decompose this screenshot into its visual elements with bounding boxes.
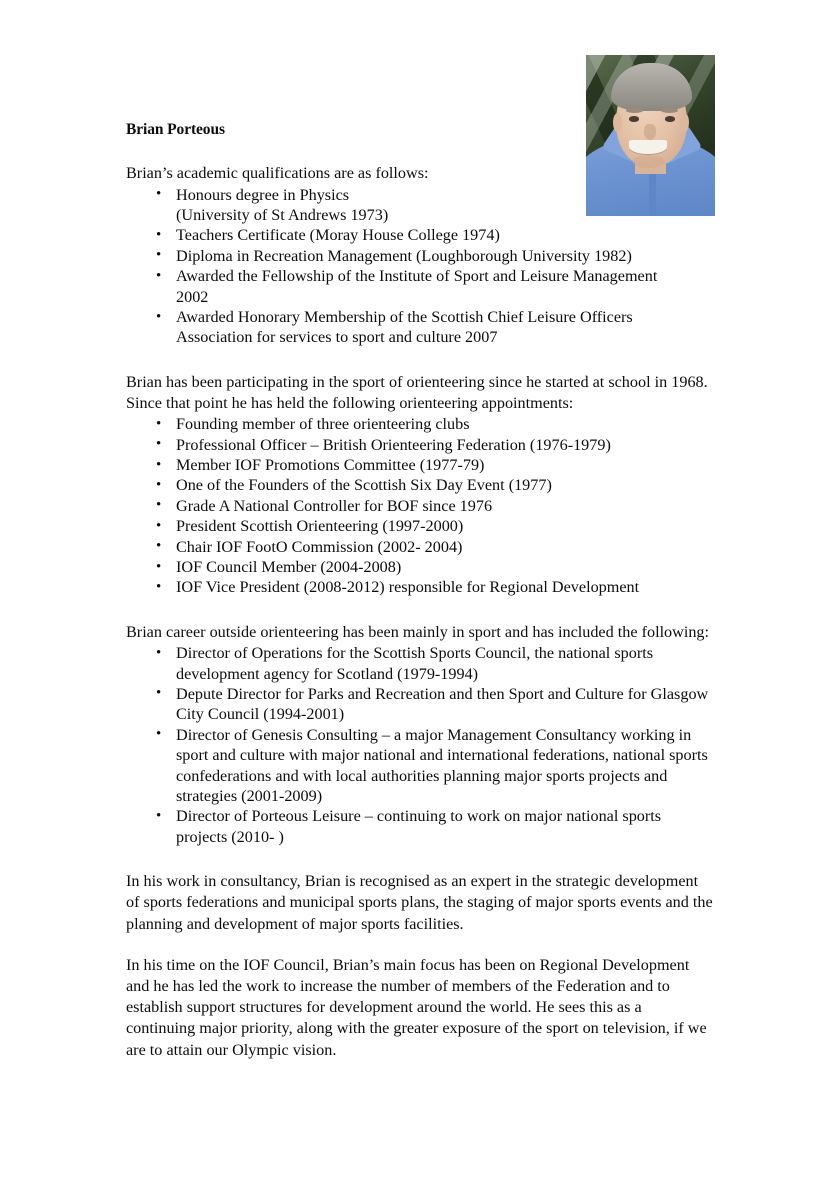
list-item: • Director of Genesis Consulting – a major Management Consultancy working in sport and culture with major national and international federations, national sports confederations and with local authorities planning major sports projects and strategies (2001-2009) — [126, 725, 714, 807]
photo-eyebrow-left — [626, 108, 643, 113]
list-item: • Professional Officer – British Orienteering Federation (1976-1979) — [126, 435, 714, 455]
list-item-line: • Teachers Certificate (Moray House College 1974) — [176, 226, 500, 245]
orienteering-intro: Brian has been participating in the sport of orienteering since he started at school in 1968. Since that point he has held the following orienteering appointments: — [126, 372, 708, 413]
consultancy-paragraph: In his work in consultancy, Brian is recognised as an expert in the strategic development of sports federations and municipal sports plans, the staging of major sports events and the planning and development of major sports facilities. — [126, 872, 713, 933]
list-item-line: (University of St Andrews 1973) — [176, 205, 389, 224]
list-item-line: • Diploma in Recreation Management (Loughborough University 1982) — [176, 246, 632, 265]
list-item: • IOF Council Member (2004-2008) — [126, 557, 714, 577]
list-item-line: • Awarded the Fellowship of the Institute of Sport and Leisure Management — [176, 267, 658, 286]
list-item: • Grade A National Controller for BOF since 1976 — [126, 496, 714, 516]
qualifications-intro: Brian’s academic qualifications are as follows: — [126, 164, 429, 183]
list-item — [126, 266, 714, 307]
list-item: • Depute Director for Parks and Recreation and then Sport and Culture for Glasgow City Council (1994-2001) — [126, 684, 714, 725]
spacer — [126, 935, 714, 955]
photo-eyebrow-right — [661, 108, 678, 113]
career-list — [126, 643, 714, 847]
career-intro: Brian career outside orienteering has been mainly in sport and has included the following: — [126, 622, 710, 641]
list-item: • One of the Founders of the Scottish Six Day Event (1977) — [126, 475, 714, 495]
list-item: • Director of Operations for the Scottish Sports Council, the national sports development agency for Scotland (1979-1994) — [126, 643, 714, 684]
list-item — [126, 246, 714, 266]
document-body — [126, 120, 714, 1061]
list-item: • Director of Porteous Leisure – continuing to work on major national sports projects (2010- ) — [126, 806, 714, 847]
list-item-line: 2002 — [176, 287, 209, 306]
spacer — [126, 847, 714, 871]
list-item-line: • Honours degree in Physics — [176, 185, 350, 204]
list-item: • Member IOF Promotions Committee (1977-79) — [126, 455, 714, 475]
list-item: • Chair IOF FootO Commission (2002- 2004) — [126, 537, 714, 557]
list-item-line: Association for services to sport and culture 2007 — [176, 328, 498, 347]
spacer — [126, 598, 714, 622]
list-item: • President Scottish Orienteering (1997-2000) — [126, 516, 714, 536]
qualifications-list — [126, 185, 714, 348]
list-item: • Founding member of three orienteering clubs — [126, 414, 714, 434]
spacer — [126, 348, 714, 372]
appointments-list — [126, 414, 714, 598]
list-item — [126, 225, 714, 245]
list-item — [126, 185, 714, 226]
spacer — [126, 139, 714, 163]
list-item — [126, 307, 714, 348]
iof-council-paragraph: In his time on the IOF Council, Brian’s main focus has been on Regional Development and he has led the work to increase the number of members of the Federation and to establish support structures for development around the world. He sees this as a continuing major priority, along with the greater exposure of the sport on television, if we are to attain our Olympic vision. — [126, 955, 707, 1059]
list-item-line: • Awarded Honorary Membership of the Scottish Chief Leisure Officers — [176, 308, 633, 327]
page-title: Brian Porteous — [126, 121, 225, 138]
list-item: • IOF Vice President (2008-2012) responsible for Regional Development — [126, 577, 714, 597]
